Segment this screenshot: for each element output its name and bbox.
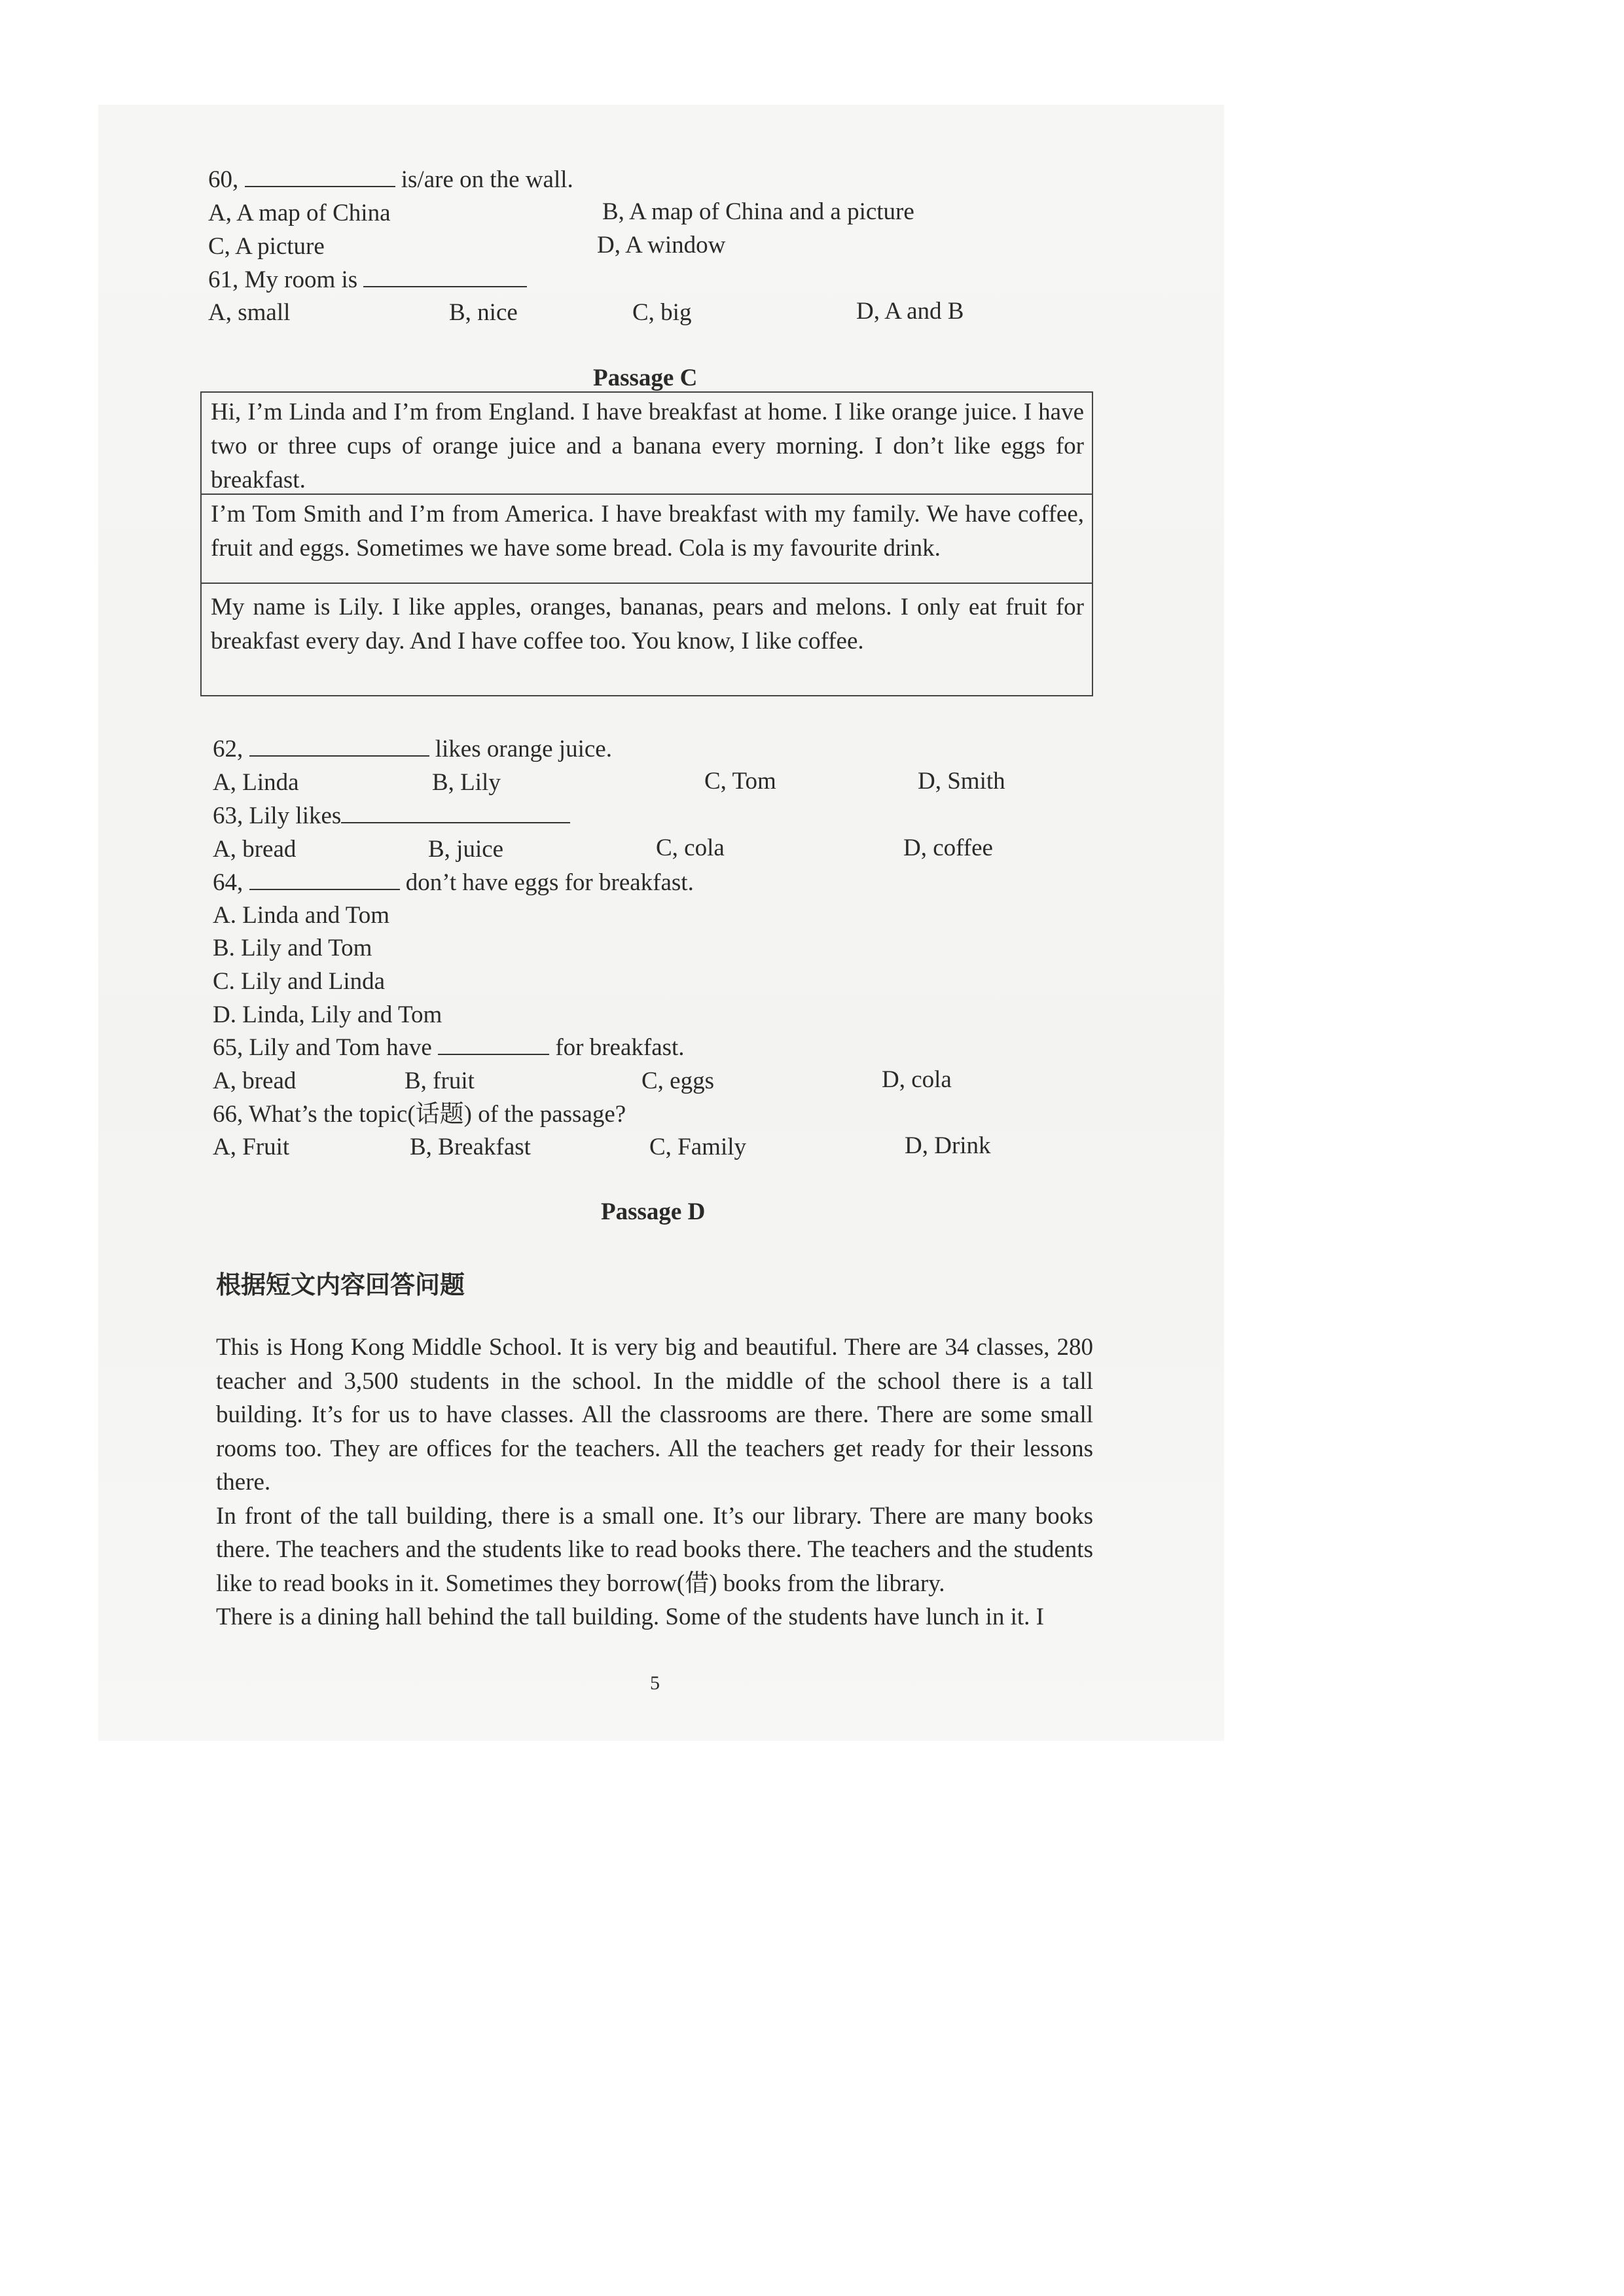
answer-blank[interactable] [363, 266, 527, 287]
paragraph: There is a dining hall behind the tall building. Some of the students have lunch in it. I [216, 1604, 1044, 1630]
answer-blank[interactable] [245, 166, 395, 187]
option-b: B, juice [428, 836, 504, 863]
passage-text: I’m Tom Smith and I’m from America. I have breakfast with my family. We have coffee, fruit and eggs. Sometimes we have some bread. Cola is my favourite drink. [211, 501, 1084, 562]
option-d: D, Smith [918, 768, 1005, 795]
answer-blank[interactable] [341, 802, 570, 823]
question-64-stem [213, 868, 694, 898]
question-text: 65, Lily and Tom have [213, 1034, 432, 1061]
question-66-stem: 66, What’s the topic(话题) of the passage? [213, 1101, 626, 1128]
answer-blank[interactable] [438, 1034, 549, 1055]
option-a: A, Linda [213, 769, 299, 796]
passage-c-box-lily [202, 583, 1092, 695]
passage-d-instruction: 根据短文内容回答问题 [216, 1270, 465, 1299]
passage-text: My name is Lily. I like apples, oranges, bananas, pears and melons. I only eat fruit for breakfast every day. And I have coffee too. You know, I like coffee. [211, 594, 1084, 655]
option-a: A, small [208, 299, 291, 326]
page-number: 5 [650, 1672, 660, 1694]
option-b: B, Breakfast [410, 1134, 531, 1160]
option-a: A. Linda and Tom [213, 902, 390, 929]
option-c: C, big [632, 299, 692, 326]
option-b: B. Lily and Tom [213, 935, 372, 961]
passage-d-body [216, 1331, 1093, 1634]
question-60-stem [208, 165, 573, 195]
option-b: B, nice [449, 299, 518, 326]
passage-c-box-tom [202, 493, 1092, 583]
option-c: C, eggs [641, 1067, 714, 1094]
question-text: 63, Lily likes [213, 802, 342, 829]
option-b: B, Lily [432, 769, 501, 796]
passage-c-box-linda [202, 391, 1092, 493]
option-d: D, cola [882, 1066, 952, 1093]
question-text: don’t have eggs for breakfast. [405, 869, 694, 896]
paragraph: In front of the tall building, there is a small one. It’s our library. There are many books there. The teachers and the students like to read books there. The teachers and the students like to read books in it. Sometimes they borrow(借) books from the library. [216, 1502, 1093, 1597]
passage-c-table [200, 391, 1093, 696]
option-b: B, fruit [405, 1067, 475, 1094]
option-d: D. Linda, Lily and Tom [213, 1001, 442, 1028]
question-text: likes orange juice. [435, 736, 612, 762]
option-d: D, A window [597, 232, 726, 259]
question-61-stem [208, 265, 527, 295]
passage-c-title: Passage C [593, 365, 698, 391]
option-c: C, Family [649, 1134, 747, 1160]
passage-d-title: Passage D [601, 1198, 706, 1225]
option-a: A, bread [213, 836, 297, 863]
paragraph: This is Hong Kong Middle School. It is very big and beautiful. There are 34 classes, 280 teacher and 3,500 students in the school. In the middle of the school there is a tall building. It’s for us to have classes. All the classrooms are there. There are some small rooms too. They are offices for the teachers. All the teachers get ready for their lessons there. [216, 1334, 1093, 1496]
option-c: C, Tom [704, 768, 776, 795]
question-text: 61, My room is [208, 266, 358, 293]
option-d: D, A and B [856, 298, 964, 325]
question-number: 64, [213, 869, 244, 896]
option-b: B, A map of China and a picture [602, 198, 914, 225]
option-a: A, A map of China [208, 200, 391, 226]
answer-blank[interactable] [249, 736, 429, 757]
question-number: 60, [208, 166, 239, 193]
option-d: D, Drink [905, 1132, 991, 1159]
answer-blank[interactable] [249, 869, 400, 890]
option-d: D, coffee [903, 834, 993, 861]
option-c: C. Lily and Linda [213, 968, 386, 995]
question-62-stem [213, 734, 612, 764]
question-63-stem [213, 801, 570, 831]
question-text: is/are on the wall. [401, 166, 573, 193]
option-a: A, bread [213, 1067, 297, 1094]
option-c: C, A picture [208, 233, 325, 260]
question-number: 62, [213, 736, 244, 762]
option-c: C, cola [656, 834, 725, 861]
option-a: A, Fruit [213, 1134, 290, 1160]
question-65-stem [213, 1033, 685, 1063]
question-text: for breakfast. [555, 1034, 685, 1061]
passage-text: Hi, I’m Linda and I’m from England. I have breakfast at home. I like orange juice. I have two or three cups of orange juice and a banana every morning. I don’t like eggs for breakfast. [211, 399, 1084, 493]
